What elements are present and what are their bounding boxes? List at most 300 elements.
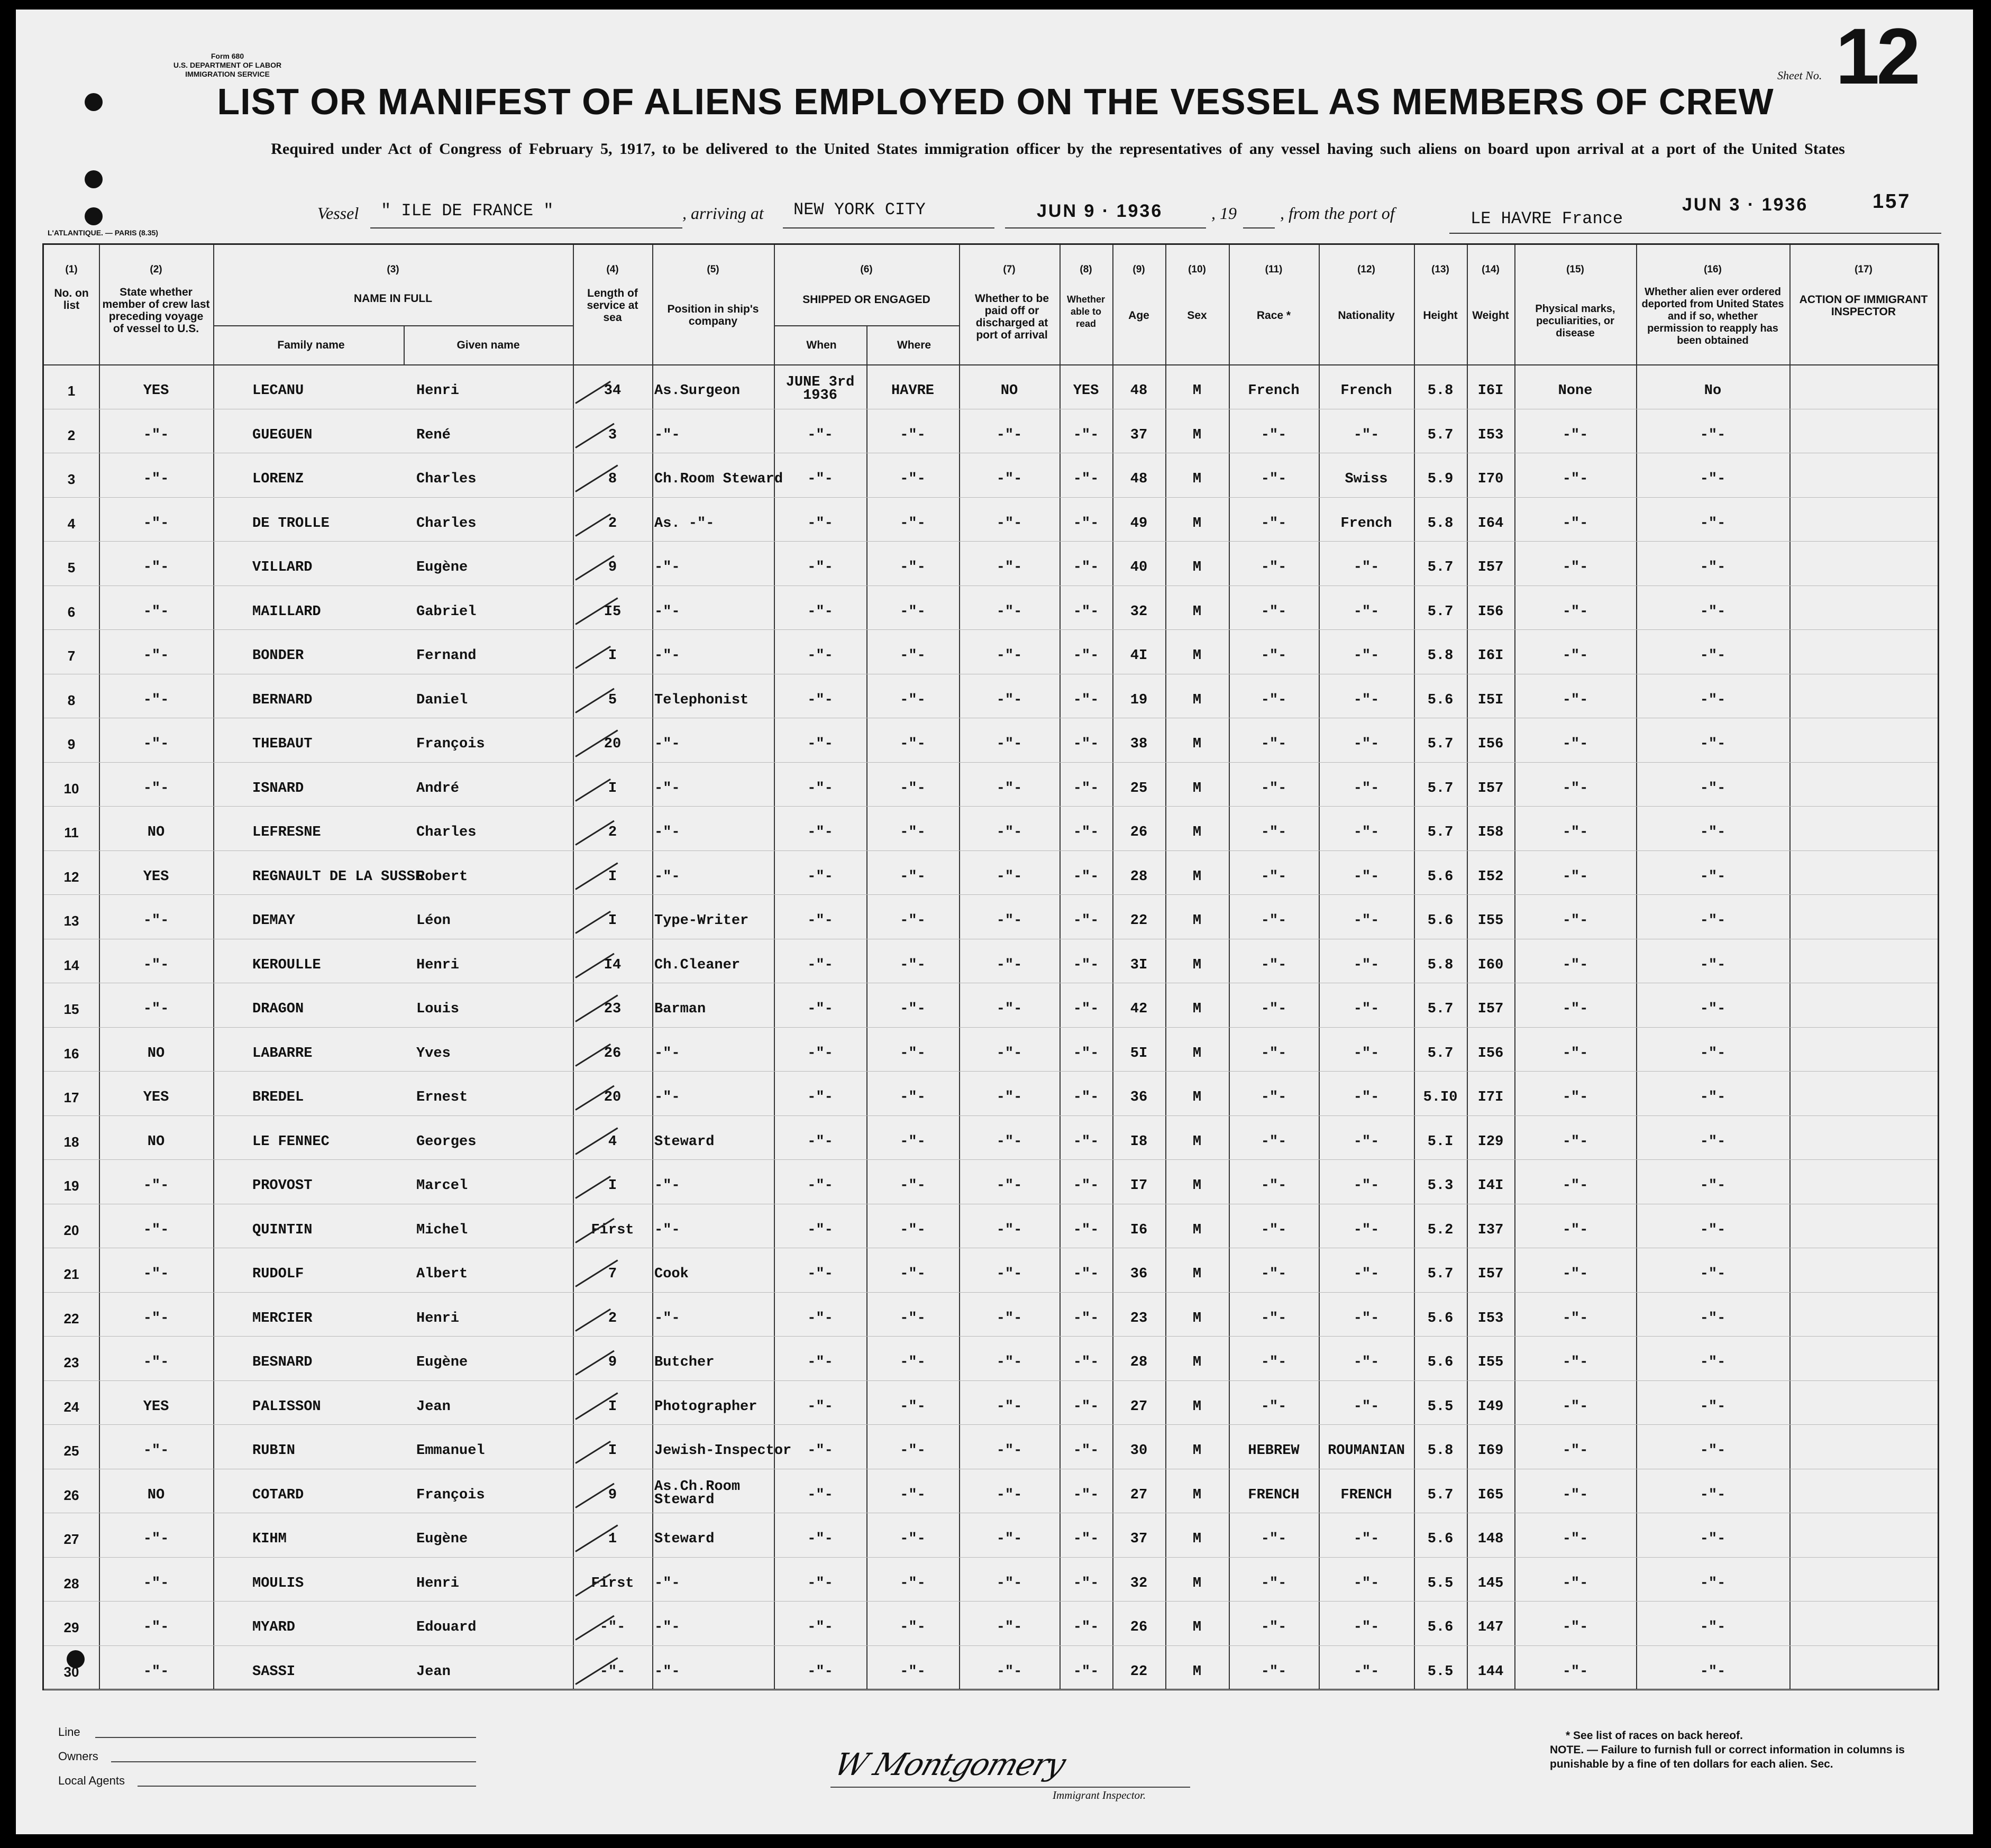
cell-height: 5.I0 [1423, 1090, 1458, 1105]
cell-prev: -"- [143, 603, 169, 620]
cell-when: -"- [807, 1133, 833, 1150]
cell-prev: -"- [143, 692, 169, 708]
cell-weight: I60 [1477, 957, 1504, 973]
cell-sex: M [1192, 471, 1202, 487]
cell-weight: 148 [1477, 1531, 1504, 1547]
column-header-c10: Sex [1187, 309, 1207, 322]
cell-nat: -"- [1353, 1090, 1380, 1105]
form-service: IMMIGRATION SERVICE [185, 70, 270, 78]
cell-no: 8 [67, 692, 76, 708]
from-port-label: , from the port of [1280, 204, 1395, 223]
cell-age: 48 [1130, 383, 1148, 399]
cell-service: First [591, 1575, 634, 1591]
cell-deported: -"- [1700, 1355, 1726, 1370]
cell-prev: -"- [143, 427, 169, 443]
cell-given: Fernand [416, 648, 477, 664]
column-header-c15: Physical marks, peculiarities, or disease [1535, 303, 1615, 339]
column-header-c12: Nationality [1338, 309, 1395, 322]
column-number: (7) [1003, 264, 1016, 275]
cell-when: -"- [807, 1178, 833, 1194]
column-header-c14: Weight [1472, 309, 1509, 322]
cell-paid: -"- [996, 1090, 1022, 1105]
column-header-c8: Whether able to read [1067, 294, 1105, 329]
cell-weight: 145 [1477, 1575, 1504, 1591]
cell-where: -"- [900, 1001, 926, 1017]
cell-service: 3 [608, 427, 617, 443]
cell-family: DRAGON [252, 1001, 304, 1017]
cell-read: -"- [1073, 1045, 1099, 1062]
cell-read: -"- [1073, 1355, 1099, 1370]
cell-family: LECANU [252, 383, 304, 399]
inspector-signature: W Montgomery [829, 1746, 1070, 1782]
cell-marks: -"- [1562, 1090, 1588, 1105]
cell-no: 14 [63, 957, 79, 973]
cell-given: René [416, 427, 451, 443]
cell-family: COTARD [252, 1487, 304, 1503]
cell-race: -"- [1261, 957, 1287, 973]
cell-nat: -"- [1353, 1266, 1380, 1282]
cell-when: -"- [807, 1398, 833, 1415]
manifest-stamp-number: 157 [1873, 190, 1911, 213]
cell-given: Georges [416, 1133, 477, 1150]
cell-age: 36 [1130, 1090, 1148, 1105]
column-divider [1112, 245, 1113, 1689]
cell-service: -"- [599, 1620, 626, 1635]
cell-race: FRENCH [1248, 1487, 1300, 1503]
cell-deported: -"- [1700, 957, 1726, 973]
shipped-subheader-split [866, 325, 867, 1689]
cell-given: Yves [416, 1045, 451, 1062]
cell-nat: -"- [1353, 1133, 1380, 1150]
cell-height: 5.8 [1427, 515, 1454, 532]
cell-age: 32 [1130, 603, 1148, 620]
cell-no: 23 [63, 1355, 79, 1370]
cell-read: -"- [1073, 1443, 1099, 1459]
cell-where: -"- [900, 957, 926, 973]
column-divider [99, 245, 100, 1689]
cell-family: GUEGUEN [252, 427, 313, 443]
vessel-name: " ILE DE FRANCE " [381, 201, 554, 221]
cell-family: REGNAULT DE LA SUSSE [252, 868, 424, 885]
cell-race: -"- [1261, 913, 1287, 929]
cell-service: 20 [604, 1090, 622, 1105]
cell-paid: -"- [996, 868, 1022, 885]
cell-age: 49 [1130, 515, 1148, 532]
cell-weight: I64 [1477, 515, 1504, 532]
cell-prev: -"- [143, 1531, 169, 1547]
cell-family: PALISSON [252, 1398, 321, 1415]
cell-height: 5.7 [1427, 427, 1454, 443]
cell-paid: -"- [996, 1575, 1022, 1591]
cell-sex: M [1192, 868, 1202, 885]
footer-owners-label: Owners [58, 1750, 98, 1763]
cell-age: 32 [1130, 1575, 1148, 1591]
column-divider [652, 245, 653, 1689]
cell-service: I4 [604, 957, 622, 973]
cell-service: I [608, 1443, 617, 1459]
cell-prev: YES [143, 1090, 169, 1105]
name-subheader-divider [213, 325, 573, 326]
cell-where: -"- [900, 1443, 926, 1459]
cell-when: -"- [807, 913, 833, 929]
printer-imprint: L'ATLANTIQUE. — PARIS (8.35) [48, 228, 158, 237]
cell-when: -"- [807, 957, 833, 973]
column-number: (10) [1188, 264, 1206, 275]
cell-position: As.Ch.Room Steward [654, 1478, 741, 1508]
cell-sex: M [1192, 1266, 1202, 1282]
cell-weight: I52 [1477, 868, 1504, 885]
cell-paid: -"- [996, 692, 1022, 708]
cell-paid: -"- [996, 1045, 1022, 1062]
inspector-signature-line [830, 1787, 1190, 1788]
cell-age: 27 [1130, 1398, 1148, 1415]
cell-race: -"- [1261, 1045, 1287, 1062]
cell-deported: -"- [1700, 1620, 1726, 1635]
cell-where: -"- [900, 1487, 926, 1503]
cell-marks: -"- [1562, 648, 1588, 664]
cell-weight: 147 [1477, 1620, 1504, 1635]
column-header-c17: ACTION OF IMMIGRANT INSPECTOR [1799, 294, 1928, 318]
cell-service: 2 [608, 515, 617, 532]
cell-when: -"- [807, 471, 833, 487]
cell-family: LE FENNEC [252, 1133, 330, 1150]
cell-read: -"- [1073, 1620, 1099, 1635]
cell-no: 22 [63, 1310, 79, 1326]
cell-service: I [608, 868, 617, 885]
arriving-underline [783, 227, 994, 228]
column-number: (16) [1704, 264, 1722, 275]
cell-sex: M [1192, 913, 1202, 929]
cell-prev: -"- [143, 515, 169, 532]
cell-service: I [608, 1178, 617, 1194]
table-row-rule [44, 1115, 1938, 1116]
cell-age: 30 [1130, 1443, 1148, 1459]
cell-marks: -"- [1562, 1178, 1588, 1194]
table-row-rule [44, 541, 1938, 542]
cell-paid: -"- [996, 1310, 1022, 1326]
cell-marks: -"- [1562, 780, 1588, 797]
header-divider [44, 364, 1938, 365]
cell-age: 4I [1130, 648, 1148, 664]
cell-where: -"- [900, 1133, 926, 1150]
cell-paid: -"- [996, 1443, 1022, 1459]
column-header-c6a: When [806, 339, 837, 351]
cell-paid: -"- [996, 471, 1022, 487]
column-divider [1789, 245, 1791, 1689]
cell-marks: -"- [1562, 1310, 1588, 1326]
cell-given: Eugène [416, 560, 468, 575]
cell-no: 10 [63, 780, 79, 797]
cell-height: 5.7 [1427, 736, 1454, 752]
cell-deported: -"- [1700, 1045, 1726, 1062]
cell-age: I7 [1130, 1178, 1148, 1194]
cell-nat: French [1340, 383, 1392, 399]
cell-sex: M [1192, 1531, 1202, 1547]
cell-no: 29 [63, 1620, 79, 1635]
column-number: (9) [1133, 264, 1145, 275]
cell-when: JUNE 3rd 1936 [786, 374, 855, 404]
cell-service: 4 [608, 1133, 617, 1150]
cell-service: 2 [608, 825, 617, 840]
column-header-c5: Position in ship's company [667, 303, 759, 327]
cell-marks: -"- [1562, 1133, 1588, 1150]
column-header-c1: No. on list [54, 287, 89, 312]
cell-position: -"- [654, 1222, 680, 1238]
cell-race: -"- [1261, 1222, 1287, 1238]
cell-deported: -"- [1700, 1310, 1726, 1326]
cell-sex: M [1192, 957, 1202, 973]
name-subheader-split [404, 325, 405, 364]
cell-given: André [416, 780, 460, 797]
cell-height: 5.6 [1427, 913, 1454, 929]
cell-where: -"- [900, 1620, 926, 1635]
cell-weight: I57 [1477, 780, 1504, 797]
cell-position: -"- [654, 1620, 680, 1635]
cell-service: I5 [604, 603, 622, 620]
cell-paid: -"- [996, 1663, 1022, 1680]
cell-when: -"- [807, 736, 833, 752]
cell-weight: I57 [1477, 560, 1504, 575]
cell-where: -"- [900, 1266, 926, 1282]
cell-service: 26 [604, 1045, 622, 1062]
cell-service: -"- [599, 1663, 626, 1680]
cell-given: Marcel [416, 1178, 468, 1194]
cell-weight: I57 [1477, 1266, 1504, 1282]
cell-deported: -"- [1700, 1663, 1726, 1680]
cell-family: ISNARD [252, 780, 304, 797]
cell-race: -"- [1261, 1575, 1287, 1591]
cell-given: Charles [416, 515, 477, 532]
cell-position: Cook [654, 1266, 689, 1282]
cell-read: -"- [1073, 1133, 1099, 1150]
cell-nat: ROUMANIAN [1328, 1443, 1405, 1459]
cell-marks: None [1558, 383, 1593, 399]
cell-service: First [591, 1222, 634, 1238]
cell-race: -"- [1261, 1355, 1287, 1370]
cell-nat: -"- [1353, 648, 1380, 664]
cell-age: 22 [1130, 1663, 1148, 1680]
cell-nat: -"- [1353, 692, 1380, 708]
column-header-c6b: Where [897, 339, 931, 351]
cell-where: -"- [900, 427, 926, 443]
column-number: (3) [387, 264, 399, 275]
cell-sex: M [1192, 1355, 1202, 1370]
cell-race: -"- [1261, 1310, 1287, 1326]
column-divider [1165, 245, 1166, 1689]
cell-race: -"- [1261, 603, 1287, 620]
cell-marks: -"- [1562, 825, 1588, 840]
cell-read: -"- [1073, 1531, 1099, 1547]
cell-position: -"- [654, 736, 680, 752]
page-title: LIST OR MANIFEST OF ALIENS EMPLOYED ON THE VESSEL AS MEMBERS OF CREW [217, 81, 1774, 122]
cell-given: Henri [416, 383, 460, 399]
cell-given: Gabriel [416, 603, 477, 620]
cell-read: -"- [1073, 1398, 1099, 1415]
cell-where: -"- [900, 1090, 926, 1105]
cell-height: 5.6 [1427, 692, 1454, 708]
cell-deported: -"- [1700, 427, 1726, 443]
cell-position: -"- [654, 560, 680, 575]
cell-marks: -"- [1562, 1222, 1588, 1238]
table-row-rule [44, 1689, 1938, 1690]
cell-no: 6 [67, 603, 76, 620]
cell-marks: -"- [1562, 1001, 1588, 1017]
cell-when: -"- [807, 1663, 833, 1680]
cell-prev: -"- [143, 1443, 169, 1459]
cell-age: 36 [1130, 1266, 1148, 1282]
arriving-port: NEW YORK CITY [793, 200, 926, 219]
cell-position: Barman [654, 1001, 706, 1017]
cell-paid: -"- [996, 1133, 1022, 1150]
cell-weight: 144 [1477, 1663, 1504, 1680]
cell-race: -"- [1261, 427, 1287, 443]
column-number: (2) [150, 264, 162, 275]
cell-no: 19 [63, 1178, 79, 1194]
cell-family: RUBIN [252, 1443, 296, 1459]
cell-nat: -"- [1353, 427, 1380, 443]
column-header-c6: SHIPPED OR ENGAGED [802, 294, 930, 306]
vessel-underline [370, 227, 682, 228]
cell-height: 5.6 [1427, 1620, 1454, 1635]
cell-nat: -"- [1353, 736, 1380, 752]
cell-weight: I4I [1477, 1178, 1504, 1194]
cell-sex: M [1192, 515, 1202, 532]
cell-read: -"- [1073, 692, 1099, 708]
cell-weight: I70 [1477, 471, 1504, 487]
cell-nat: -"- [1353, 603, 1380, 620]
cell-height: 5.6 [1427, 868, 1454, 885]
cell-no: 5 [67, 560, 76, 575]
cell-age: I6 [1130, 1222, 1148, 1238]
cell-weight: I56 [1477, 603, 1504, 620]
table-row-rule [44, 497, 1938, 498]
cell-weight: I56 [1477, 1045, 1504, 1062]
cell-position: As.Surgeon [654, 383, 741, 399]
table-row-rule [44, 1645, 1938, 1646]
cell-service: 9 [608, 1487, 617, 1503]
column-number: (11) [1265, 264, 1283, 275]
cell-when: -"- [807, 1310, 833, 1326]
cell-no: 18 [63, 1133, 79, 1150]
column-header-c9: Age [1128, 309, 1149, 322]
cell-age: 37 [1130, 427, 1148, 443]
cell-family: BESNARD [252, 1355, 313, 1370]
cell-deported: -"- [1700, 1487, 1726, 1503]
column-number: (4) [606, 264, 619, 275]
cell-weight: I58 [1477, 825, 1504, 840]
cell-sex: M [1192, 1398, 1202, 1415]
footer-line-field [95, 1737, 476, 1738]
cell-family: LABARRE [252, 1045, 313, 1062]
cell-given: Charles [416, 825, 477, 840]
column-divider [213, 245, 214, 1689]
cell-sex: M [1192, 1575, 1202, 1591]
cell-weight: I6I [1477, 383, 1504, 399]
cell-no: 9 [67, 736, 76, 752]
cell-read: -"- [1073, 427, 1099, 443]
cell-age: 40 [1130, 560, 1148, 575]
cell-deported: -"- [1700, 913, 1726, 929]
cell-paid: -"- [996, 913, 1022, 929]
cell-where: -"- [900, 1531, 926, 1547]
cell-marks: -"- [1562, 1487, 1588, 1503]
cell-age: 28 [1130, 868, 1148, 885]
cell-family: SASSI [252, 1663, 296, 1680]
cell-prev: -"- [143, 1222, 169, 1238]
cell-family: DE TROLLE [252, 515, 330, 532]
cell-read: -"- [1073, 471, 1099, 487]
cell-marks: -"- [1562, 427, 1588, 443]
cell-family: LORENZ [252, 471, 304, 487]
cell-nat: -"- [1353, 1355, 1380, 1370]
cell-height: 5.3 [1427, 1178, 1454, 1194]
cell-marks: -"- [1562, 1620, 1588, 1635]
cell-prev: NO [147, 825, 165, 840]
cell-nat: -"- [1353, 1001, 1380, 1017]
cell-where: -"- [900, 913, 926, 929]
cell-height: 5.5 [1427, 1663, 1454, 1680]
cell-when: -"- [807, 868, 833, 885]
cell-weight: I55 [1477, 913, 1504, 929]
cell-prev: -"- [143, 1620, 169, 1635]
cell-when: -"- [807, 1266, 833, 1282]
cell-sex: M [1192, 1222, 1202, 1238]
cell-height: 5.I [1427, 1133, 1454, 1150]
cell-sex: M [1192, 692, 1202, 708]
cell-sex: M [1192, 1001, 1202, 1017]
column-divider [573, 245, 574, 1689]
cell-family: THEBAUT [252, 736, 313, 752]
cell-age: 25 [1130, 780, 1148, 797]
cell-nat: -"- [1353, 780, 1380, 797]
cell-read: -"- [1073, 1090, 1099, 1105]
cell-when: -"- [807, 1487, 833, 1503]
table-row-rule [44, 850, 1938, 851]
cell-given: Michel [416, 1222, 468, 1238]
cell-no: 2 [67, 427, 76, 443]
sheet-number: 12 [1835, 12, 1917, 100]
departure-port-underline [1449, 233, 1941, 234]
table-row-rule [44, 1292, 1938, 1293]
cell-read: -"- [1073, 1266, 1099, 1282]
cell-prev: -"- [143, 736, 169, 752]
inspector-label: Immigrant Inspector. [1053, 1789, 1146, 1801]
column-header-c11: Race * [1256, 309, 1291, 322]
cell-weight: I53 [1477, 1310, 1504, 1326]
cell-race: -"- [1261, 825, 1287, 840]
cell-sex: M [1192, 1663, 1202, 1680]
cell-read: YES [1073, 383, 1099, 399]
cell-race: -"- [1261, 515, 1287, 532]
cell-service: I [608, 780, 617, 797]
cell-service: 1 [608, 1531, 617, 1547]
cell-prev: -"- [143, 1178, 169, 1194]
cell-paid: -"- [996, 1001, 1022, 1017]
cell-given: Edouard [416, 1620, 477, 1635]
cell-position: Butcher [654, 1355, 715, 1370]
column-divider [1414, 245, 1415, 1689]
cell-marks: -"- [1562, 1531, 1588, 1547]
cell-given: Charles [416, 471, 477, 487]
cell-age: 19 [1130, 692, 1148, 708]
cell-no: 4 [67, 515, 76, 532]
cell-when: -"- [807, 560, 833, 575]
column-number: (8) [1080, 264, 1092, 275]
cell-where: -"- [900, 471, 926, 487]
cell-read: -"- [1073, 1663, 1099, 1680]
cell-race: -"- [1261, 471, 1287, 487]
column-header-c3: NAME IN FULL [353, 292, 433, 305]
